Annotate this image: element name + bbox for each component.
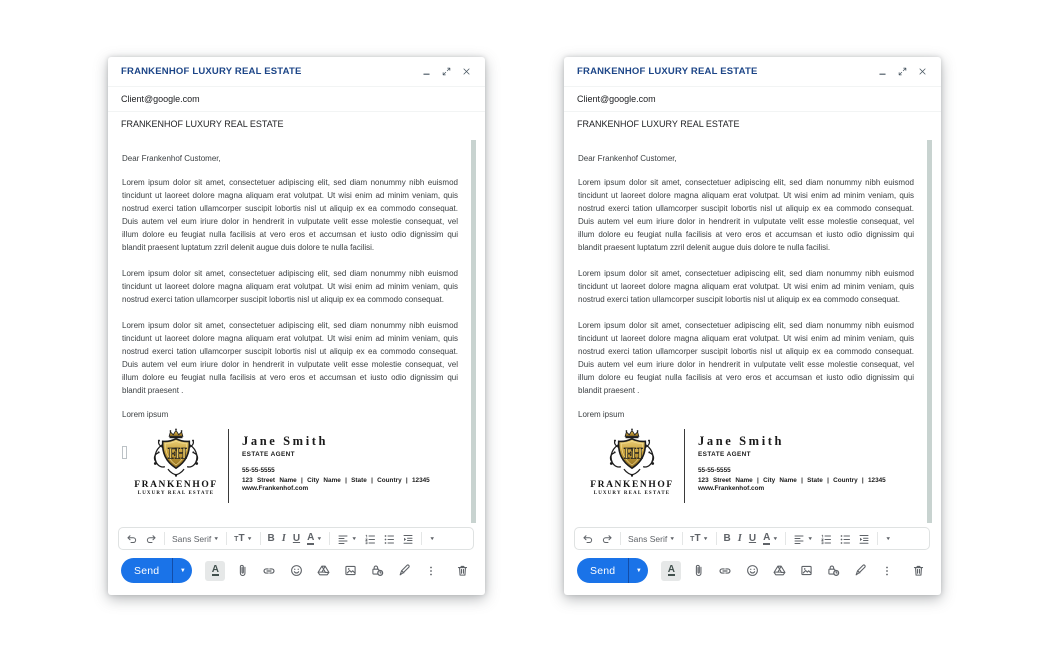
subject-value: FRANKENHOF LUXURY REAL ESTATE bbox=[577, 119, 740, 129]
signature-brand: FRANKENHOF bbox=[134, 480, 218, 490]
send-options-icon[interactable]: ▼ bbox=[179, 567, 186, 574]
toolbar-divider bbox=[260, 532, 261, 545]
agent-phone: 55-55-5555 bbox=[242, 467, 275, 474]
compose-title: FRANKENHOF LUXURY REAL ESTATE bbox=[121, 66, 302, 77]
toolbar-divider bbox=[682, 532, 683, 545]
chevron-down-icon: ▼ bbox=[772, 536, 779, 541]
message-body[interactable] bbox=[108, 136, 485, 525]
popout-icon[interactable] bbox=[441, 66, 452, 77]
text-color-button[interactable] bbox=[307, 533, 322, 545]
formatting-toolbar bbox=[118, 527, 474, 550]
minimize-icon[interactable] bbox=[421, 66, 432, 77]
toolbar-divider bbox=[877, 532, 878, 545]
subject-value: FRANKENHOF LUXURY REAL ESTATE bbox=[121, 119, 284, 129]
underline-button[interactable]: U bbox=[292, 533, 301, 544]
more-options-icon[interactable] bbox=[877, 561, 897, 581]
indent-icon[interactable] bbox=[858, 533, 870, 545]
chevron-down-icon: ▼ bbox=[885, 536, 892, 541]
redo-icon[interactable] bbox=[145, 533, 157, 545]
subject-field[interactable] bbox=[108, 111, 485, 136]
insert-photo-icon[interactable] bbox=[796, 561, 816, 581]
signature-tagline: LUXURY REAL ESTATE bbox=[137, 491, 215, 496]
body-paragraph-2: Lorem ipsum dolor sit amet, consectetuer adipiscing elit, sed diam nonummy nibh euismod tincidunt ut laoreet dolore magna aliquam erat volutpat. Ut wisi enim ad minim veniam, quis nostrud exerci tation ullamcorper suscipit lobortis nisl ut aliquip ex ea commodo consequat. bbox=[578, 269, 914, 304]
email-signature bbox=[578, 427, 914, 503]
insert-emoji-icon[interactable] bbox=[742, 561, 762, 581]
bold-button[interactable]: B bbox=[267, 533, 275, 544]
chevron-down-icon: ▼ bbox=[429, 536, 436, 541]
agent-website: www.Frankenhof.com bbox=[242, 485, 309, 492]
font-family-select[interactable] bbox=[172, 534, 219, 544]
text-color-button[interactable] bbox=[763, 533, 778, 545]
discard-draft-icon[interactable] bbox=[908, 561, 928, 581]
closing-line: Lorem ipsum bbox=[578, 410, 625, 419]
italic-button[interactable]: I bbox=[737, 533, 742, 544]
bulleted-list-icon[interactable] bbox=[839, 533, 851, 545]
align-button[interactable] bbox=[337, 533, 357, 545]
agent-address: 123 Street Name | City Name | State | Country | 12345 bbox=[698, 476, 886, 484]
formatting-options-icon[interactable]: A bbox=[661, 561, 681, 581]
attach-file-icon[interactable] bbox=[688, 561, 708, 581]
text-color-icon: A bbox=[307, 531, 315, 543]
body-paragraph-1: Lorem ipsum dolor sit amet, consectetuer adipiscing elit, sed diam nonummy nibh euismod tincidunt ut laoreet dolore magna aliquam erat volutpat. Ut wisi enim ad minim veniam, quis nostrud exerci tation ullamcorper suscipit lobortis nisl ut aliquip ex ea commodo consequat. Duis autem vel eum iriure dolor in hendrerit in vulputate velit esse molestie consequat, vel illum dolore eu feugiat nulla facilisis at vero eros et accumsan et iusto odio dignissim qui blandit praesent luptatum zzril delenit augue duis dolore te nulla facilisi. bbox=[122, 178, 458, 252]
subject-field[interactable] bbox=[564, 111, 941, 136]
redo-icon[interactable] bbox=[601, 533, 613, 545]
agent-role: ESTATE AGENT bbox=[698, 451, 751, 458]
formatting-toolbar bbox=[574, 527, 930, 550]
font-size-select[interactable] bbox=[690, 533, 708, 544]
google-drive-icon[interactable] bbox=[313, 561, 333, 581]
signature-divider bbox=[228, 429, 229, 503]
popout-icon[interactable] bbox=[897, 66, 908, 77]
chevron-down-icon: ▼ bbox=[702, 536, 709, 541]
insert-signature-icon[interactable] bbox=[394, 561, 414, 581]
chevron-down-icon: ▼ bbox=[807, 536, 814, 541]
insert-link-icon[interactable] bbox=[715, 561, 735, 581]
window-controls bbox=[421, 66, 472, 77]
more-options-icon[interactable] bbox=[421, 561, 441, 581]
action-bar bbox=[108, 554, 485, 595]
confidential-mode-icon[interactable] bbox=[823, 561, 843, 581]
toolbar-divider bbox=[421, 532, 422, 545]
recipient-value: Client@google.com bbox=[577, 94, 656, 104]
closing-line: Lorem ipsum bbox=[122, 410, 169, 419]
agent-phone: 55-55-5555 bbox=[698, 467, 731, 474]
google-drive-icon[interactable] bbox=[769, 561, 789, 581]
font-family-select[interactable] bbox=[628, 534, 675, 544]
align-button[interactable] bbox=[793, 533, 813, 545]
compose-header bbox=[564, 57, 941, 86]
insert-emoji-icon[interactable] bbox=[286, 561, 306, 581]
agent-role: ESTATE AGENT bbox=[242, 451, 295, 458]
signature-brand: FRANKENHOF bbox=[590, 480, 674, 490]
email-signature bbox=[122, 427, 458, 503]
insert-signature-icon[interactable] bbox=[850, 561, 870, 581]
send-button[interactable] bbox=[577, 558, 648, 583]
undo-icon[interactable] bbox=[126, 533, 138, 545]
compose-window-1 bbox=[108, 57, 485, 595]
compose-window-2 bbox=[564, 57, 941, 595]
chevron-down-icon: ▼ bbox=[351, 536, 358, 541]
italic-button[interactable]: I bbox=[281, 533, 286, 544]
underline-button[interactable]: U bbox=[748, 533, 757, 544]
close-icon[interactable] bbox=[461, 66, 472, 77]
attach-file-icon[interactable] bbox=[232, 561, 252, 581]
body-paragraph-2: Lorem ipsum dolor sit amet, consectetuer adipiscing elit, sed diam nonummy nibh euismod tincidunt ut laoreet dolore magna aliquam erat volutpat. Ut wisi enim ad minim veniam, quis nostrud exerci tation ullamcorper suscipit lobortis nisl ut aliquip ex ea commodo consequat. bbox=[122, 269, 458, 304]
chevron-down-icon: ▼ bbox=[213, 536, 220, 541]
minimize-icon[interactable] bbox=[877, 66, 888, 77]
bold-button[interactable]: B bbox=[723, 533, 731, 544]
send-label: Send bbox=[134, 564, 160, 577]
body-paragraph-3: Lorem ipsum dolor sit amet, consectetuer adipiscing elit, sed diam nonummy nibh euismod tincidunt ut laoreet dolore magna aliquam erat volutpat. Ut wisi enim ad minim veniam, quis nostrud exerci tation ullamcorper suscipit lobortis nisl ut aliquip ex ea commodo consequat. Duis autem vel eum iriure dolor in hendrerit in vulputate velit esse molestie consequat, vel illum dolore eu feugiat nulla facilisis at vero eros et accumsan et iusto odio dignissim qui blandit praesent . bbox=[122, 321, 458, 395]
font-family-value: Sans Serif bbox=[628, 533, 668, 544]
discard-draft-icon[interactable] bbox=[452, 561, 472, 581]
crest-monogram: FH bbox=[623, 445, 641, 463]
toolbar-divider bbox=[164, 532, 165, 545]
chevron-down-icon: ▼ bbox=[246, 536, 253, 541]
toolbar-divider bbox=[785, 532, 786, 545]
bulleted-list-icon[interactable] bbox=[383, 533, 395, 545]
agent-address: 123 Street Name | City Name | State | Country | 12345 bbox=[242, 476, 430, 484]
agent-name: Jane Smith bbox=[242, 434, 329, 448]
confidential-mode-icon[interactable] bbox=[367, 561, 387, 581]
toolbar-divider bbox=[226, 532, 227, 545]
signature-divider bbox=[684, 429, 685, 503]
window-controls bbox=[877, 66, 928, 77]
close-icon[interactable] bbox=[917, 66, 928, 77]
formatting-options-icon[interactable]: A bbox=[205, 561, 225, 581]
greeting-line: Dear Frankenhof Customer, bbox=[578, 154, 677, 163]
numbered-list-icon[interactable] bbox=[364, 533, 376, 545]
frankenhof-crest-icon bbox=[143, 427, 209, 479]
body-scrollbar[interactable] bbox=[471, 140, 476, 523]
more-formatting-icon[interactable] bbox=[885, 536, 891, 542]
toolbar-divider bbox=[329, 532, 330, 545]
compose-title: FRANKENHOF LUXURY REAL ESTATE bbox=[577, 66, 758, 77]
chevron-down-icon: ▼ bbox=[316, 536, 323, 541]
action-bar bbox=[564, 554, 941, 595]
agent-name: Jane Smith bbox=[698, 434, 785, 448]
signature-info bbox=[698, 427, 886, 492]
crest-monogram: FH bbox=[167, 445, 185, 463]
signature-logo bbox=[130, 427, 222, 496]
send-label: Send bbox=[590, 564, 616, 577]
send-options-icon[interactable]: ▼ bbox=[635, 567, 642, 574]
agent-website: www.Frankenhof.com bbox=[698, 485, 765, 492]
toolbar-divider bbox=[620, 532, 621, 545]
message-body[interactable] bbox=[564, 136, 941, 525]
font-size-select[interactable] bbox=[234, 533, 252, 544]
frankenhof-crest-icon bbox=[599, 427, 665, 479]
recipient-value: Client@google.com bbox=[121, 94, 200, 104]
indent-icon[interactable] bbox=[402, 533, 414, 545]
greeting-line: Dear Frankenhof Customer, bbox=[122, 154, 221, 163]
more-formatting-icon[interactable] bbox=[429, 536, 435, 542]
font-size-icon: TT bbox=[234, 533, 245, 544]
body-scrollbar[interactable] bbox=[927, 140, 932, 523]
compose-header bbox=[108, 57, 485, 86]
insert-photo-icon[interactable] bbox=[340, 561, 360, 581]
insert-link-icon[interactable] bbox=[259, 561, 279, 581]
send-button[interactable] bbox=[121, 558, 192, 583]
text-cursor bbox=[122, 446, 127, 459]
body-paragraph-1: Lorem ipsum dolor sit amet, consectetuer adipiscing elit, sed diam nonummy nibh euismod tincidunt ut laoreet dolore magna aliquam erat volutpat. Ut wisi enim ad minim veniam, quis nostrud exerci tation ullamcorper suscipit lobortis nisl ut aliquip ex ea commodo consequat. Duis autem vel eum iriure dolor in hendrerit in vulputate velit esse molestie consequat, vel illum dolore eu feugiat nulla facilisis at vero eros et accumsan et iusto odio dignissim qui blandit praesent luptatum zzril delenit augue duis dolore te nulla facilisi. bbox=[578, 178, 914, 252]
toolbar-divider bbox=[716, 532, 717, 545]
body-paragraph-3: Lorem ipsum dolor sit amet, consectetuer adipiscing elit, sed diam nonummy nibh euismod tincidunt ut laoreet dolore magna aliquam erat volutpat. Ut wisi enim ad minim veniam, quis nostrud exerci tation ullamcorper suscipit lobortis nisl ut aliquip ex ea commodo consequat. Duis autem vel eum iriure dolor in hendrerit in vulputate velit esse molestie consequat, vel illum dolore eu feugiat nulla facilisis at vero eros et accumsan et iusto odio dignissim qui blandit praesent . bbox=[578, 321, 914, 395]
undo-icon[interactable] bbox=[582, 533, 594, 545]
recipient-field[interactable] bbox=[564, 86, 941, 111]
numbered-list-icon[interactable] bbox=[820, 533, 832, 545]
text-color-icon: A bbox=[763, 531, 771, 543]
chevron-down-icon: ▼ bbox=[669, 536, 676, 541]
signature-tagline: LUXURY REAL ESTATE bbox=[593, 491, 671, 496]
font-size-icon: TT bbox=[690, 533, 701, 544]
signature-logo bbox=[586, 427, 678, 496]
recipient-field[interactable] bbox=[108, 86, 485, 111]
font-family-value: Sans Serif bbox=[172, 533, 212, 544]
signature-info bbox=[242, 427, 430, 492]
